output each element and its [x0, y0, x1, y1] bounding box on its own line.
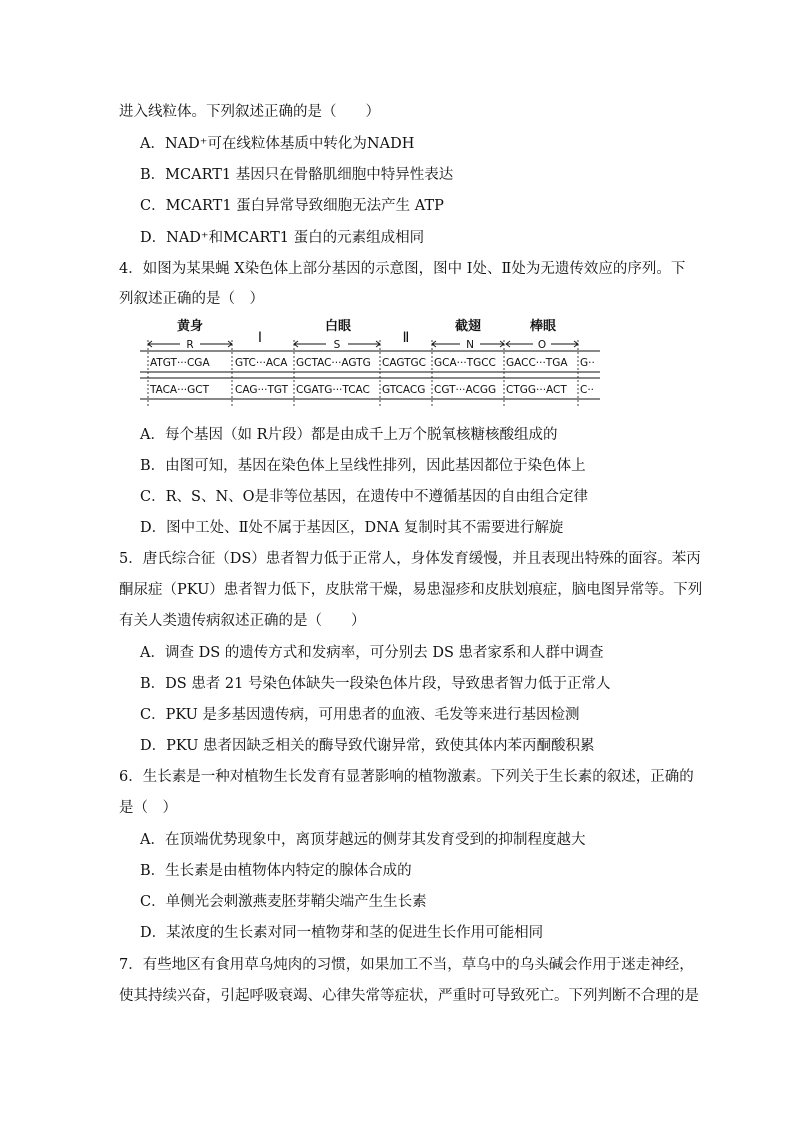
q4-option-c: C．R、S、N、O是非等位基因，在遗传中不遵循基因的自由组合定律 — [140, 489, 589, 505]
top-strand-seg-4: CAGTGC — [382, 357, 426, 369]
bottom-strand-seg-1: TACA···GCT — [150, 384, 210, 396]
top-strand-seg-6: GACC···TGA — [506, 357, 568, 369]
top-strand-seg-1: ATGT···CGA — [150, 357, 210, 369]
gene-label-bar-eye: 棒眼 — [529, 319, 557, 334]
q3-stem: 进入线粒体。下列叙述正确的是（ ） — [119, 104, 380, 120]
segment-n-label: N — [466, 339, 474, 351]
q4-option-a: A．每个基因（如 R片段）都是由成千上万个脱氧核糖核酸组成的 — [140, 427, 558, 443]
segment-o-label: O — [537, 339, 547, 351]
bottom-strand-seg-6: CTGG···ACT — [506, 384, 567, 396]
segment-r-label: R — [186, 339, 194, 351]
q5-option-a: A．调查 DS 的遗传方式和发病率，可分别去 DS 患者家系和人群中调查 — [140, 645, 604, 661]
q4-stem-line1: 4．如图为某果蝇 X染色体上部分基因的示意图，图中 I处、Ⅱ处为无遗传效应的序列。下 — [119, 261, 686, 277]
q6-option-c: C．单侧光会刺激燕麦胚芽鞘尖端产生生长素 — [140, 894, 427, 910]
q6-stem-line1: 6．生长素是一种对植物生长发育有显著影响的植物激素。下列关于生长素的叙述，正确的 — [119, 769, 694, 785]
q7-stem-line1: 7．有些地区有食用草乌炖肉的习惯，如果加工不当，草乌中的乌头碱会作用于迷走神经， — [119, 957, 694, 973]
q5-option-b: B．DS 患者 21 号染色体缺失一段染色体片段，导致患者智力低于正常人 — [140, 676, 611, 692]
q6-stem-line2: 是（ ） — [119, 800, 177, 816]
q4-option-d: D．图中工处、Ⅱ处不属于基因区，DNA 复制时其不需要进行解旋 — [140, 520, 564, 536]
bottom-strand-seg-4: GTCACG — [382, 384, 426, 396]
q5-stem-line2: 酮尿症（PKU）患者智力低下，皮肤常干燥，易患湿疹和皮肤划痕症，脑电图异常等。下列 — [119, 582, 703, 598]
segment-s-label: S — [333, 339, 341, 351]
bottom-strand-seg-3: CGATG···TCAC — [296, 384, 370, 396]
region-i-label: I — [257, 330, 263, 346]
q7-stem-line2: 使其持续兴奋，引起呼吸衰竭、心律失常等症状，严重时可导致死亡。下列判断不合理的是 — [119, 988, 699, 1004]
top-strand-seg-3: GCTAC···AGTG — [296, 357, 371, 369]
gene-label-yellow-body: 黄身 — [176, 319, 204, 334]
top-strand-seg-7: G·· — [580, 357, 595, 369]
bottom-strand-seg-7: C·· — [580, 384, 595, 396]
q6-option-d: D．某浓度的生长素对同一植物芽和茎的促进生长作用可能相同 — [140, 925, 544, 941]
bottom-strand-seg-2: CAG···TGT — [235, 384, 289, 396]
top-strand-seg-5: GCA···TGCC — [434, 357, 496, 369]
q5-option-c: C．PKU 是多基因遗传病，可用患者的血液、毛发等来进行基因检测 — [140, 707, 580, 723]
q5-stem-line1: 5．唐氏综合征（DS）患者智力低于正常人，身体发育缓慢，并且表现出特殊的面容。苯丙 — [119, 551, 701, 567]
chromosome-gene-diagram — [140, 312, 610, 417]
region-ii-label: Ⅱ — [402, 330, 410, 346]
q6-option-b: B．生长素是由植物体内特定的腺体合成的 — [140, 863, 412, 879]
q3-option-d: D．NAD⁺和MCART1 蛋白的元素组成相同 — [140, 230, 425, 246]
top-strand-seg-2: GTC···ACA — [235, 357, 288, 369]
q4-stem-line2: 列叙述正确的是（ ） — [119, 291, 264, 307]
q6-option-a: A．在顶端优势现象中，离顶芽越远的侧芽其发育受到的抑制程度越大 — [140, 832, 586, 848]
q3-option-b: B．MCART1 基因只在骨骼肌细胞中特异性表达 — [140, 167, 454, 183]
q5-option-d: D．PKU 患者因缺乏相关的酶导致代谢异常，致使其体内苯丙酮酸积累 — [140, 738, 595, 754]
gene-label-white-eye: 白眼 — [324, 319, 352, 334]
q3-option-c: C．MCART1 蛋白异常导致细胞无法产生 ATP — [140, 198, 444, 214]
q5-stem-line3: 有关人类遗传病叙述正确的是（ ） — [119, 613, 366, 629]
gene-label-cut-wing: 截翅 — [454, 319, 482, 334]
bottom-strand-seg-5: CGT···ACGG — [434, 384, 497, 396]
q3-option-a: A．NAD⁺可在线粒体基质中转化为NADH — [140, 136, 415, 152]
q4-option-b: B．由图可知，基因在染色体上呈线性排列，因此基因都位于染色体上 — [140, 458, 586, 474]
